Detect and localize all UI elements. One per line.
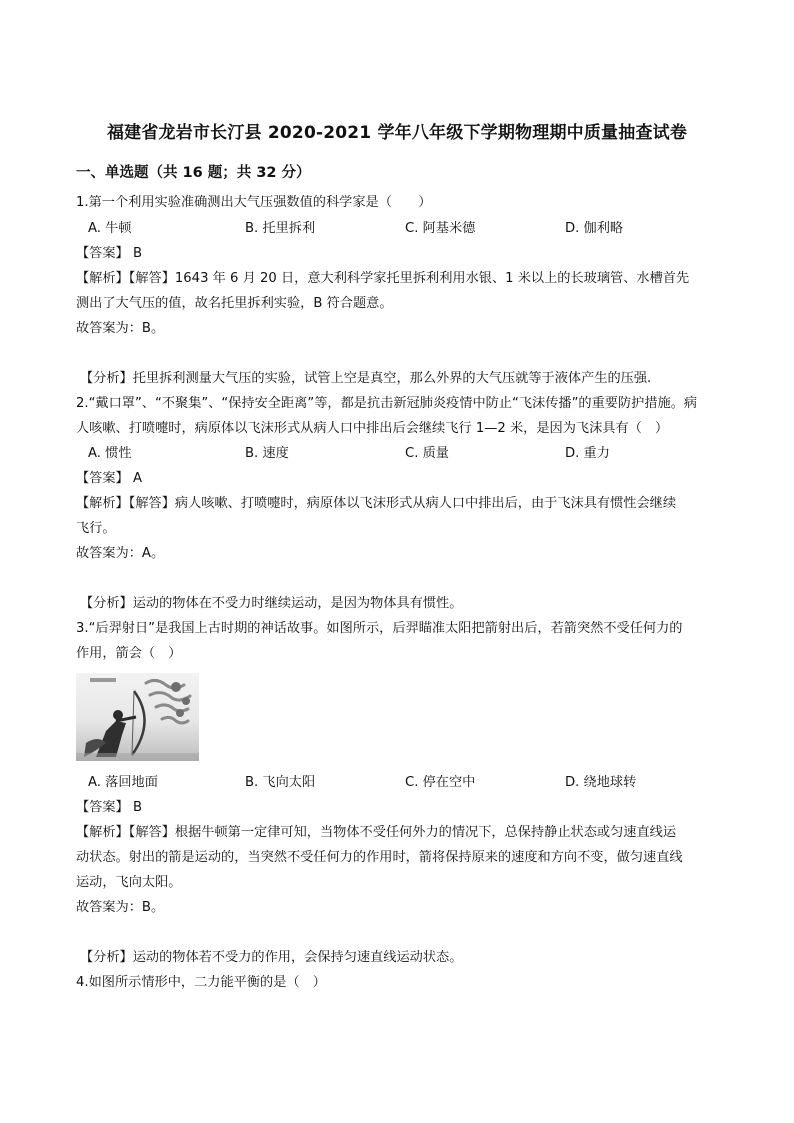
page-title: 福建省龙岩市长汀县 2020-2021 学年八年级下学期物理期中质量抽查试卷 xyxy=(106,123,688,143)
archer-shooting-sun-figure xyxy=(76,673,199,761)
q3-stem-line-2: 作用，箭会（ ） xyxy=(76,646,182,661)
q2-option-c: C. 质量 xyxy=(405,446,449,461)
q1-explanation: 【分析】托里拆利测量大气压的实验，试管上空是真空，那么外界的大气压就等于液体产生的压强. xyxy=(80,371,652,386)
q1-option-d: D. 伽利略 xyxy=(565,221,624,236)
q2-analysis-line-1: 【解析】【解答】病人咳嗽、打喷嚏时，病原体以飞沫形式从病人口中排出后，由于飞沫具有惯性会继续 xyxy=(76,496,677,511)
q1-answer: 【答案】 B xyxy=(76,246,142,261)
section-heading: 一、单选题（共 16 题；共 32 分） xyxy=(76,165,311,181)
q3-answer: 【答案】 B xyxy=(76,800,142,815)
q1-stem: 1.第一个利用实验准确测出大气压强数值的科学家是（ ） xyxy=(76,195,432,210)
q2-answer: 【答案】 A xyxy=(76,471,142,486)
q3-option-d: D. 绕地球转 xyxy=(565,775,637,790)
q2-option-d: D. 重力 xyxy=(565,446,610,461)
q2-option-a: A. 惯性 xyxy=(88,446,132,461)
q3-option-b: B. 飞向太阳 xyxy=(245,775,316,790)
q3-stem-line-1: 3.“后羿射日”是我国上古时期的神话故事。如图所示，后羿瞄准太阳把箭射出后，若箭突然不受任何力的 xyxy=(76,621,683,636)
archer-illustration xyxy=(76,673,199,761)
q3-option-a: A. 落回地面 xyxy=(88,775,158,790)
q1-analysis-line-2: 测出了大气压的值，故名托里拆利实验，B 符合题意。 xyxy=(76,296,393,311)
q4-stem: 4.如图所示情形中，二力能平衡的是（ ） xyxy=(76,975,326,990)
q2-analysis-line-2: 飞行。 xyxy=(76,521,116,536)
q1-option-c: C. 阿基米德 xyxy=(405,221,476,236)
q1-final-answer: 故答案为：B。 xyxy=(76,321,165,336)
q3-explanation: 【分析】运动的物体若不受力的作用，会保持匀速直线运动状态。 xyxy=(80,950,463,965)
q1-analysis-line-1: 【解析】【解答】1643 年 6 月 20 日，意大利科学家托里拆利利用水银、1 米以上的长玻璃管、水槽首先 xyxy=(76,271,690,286)
q3-final-answer: 故答案为：B。 xyxy=(76,900,165,915)
q1-option-a: A. 牛顿 xyxy=(88,221,132,236)
q1-option-b: B. 托里拆利 xyxy=(245,221,316,236)
q2-option-b: B. 速度 xyxy=(245,446,289,461)
q2-stem-line-2: 人咳嗽、打喷嚏时，病原体以飞沫形式从病人口中排出后会继续飞行 1—2 米，是因为飞沫具有（ ） xyxy=(76,421,669,436)
q2-explanation: 【分析】运动的物体在不受力时继续运动，是因为物体具有惯性。 xyxy=(80,596,463,611)
q2-final-answer: 故答案为：A。 xyxy=(76,546,165,561)
q3-option-c: C. 停在空中 xyxy=(405,775,476,790)
q3-analysis-line-1: 【解析】【解答】根据牛顿第一定律可知，当物体不受任何外力的情况下，总保持静止状态或匀速直线运 xyxy=(76,825,677,840)
q3-analysis-line-3: 运动，飞向太阳。 xyxy=(76,875,182,890)
q2-stem-line-1: 2.“戴口罩”、“不聚集”、“保持安全距离”等，都是抗击新冠肺炎疫情中防止“飞沫传播”的重要防护措施。病 xyxy=(76,396,698,411)
q3-analysis-line-2: 动状态。射出的箭是运动的，当突然不受任何力的作用时，箭将保持原来的速度和方向不变，做匀速直线 xyxy=(76,850,683,865)
